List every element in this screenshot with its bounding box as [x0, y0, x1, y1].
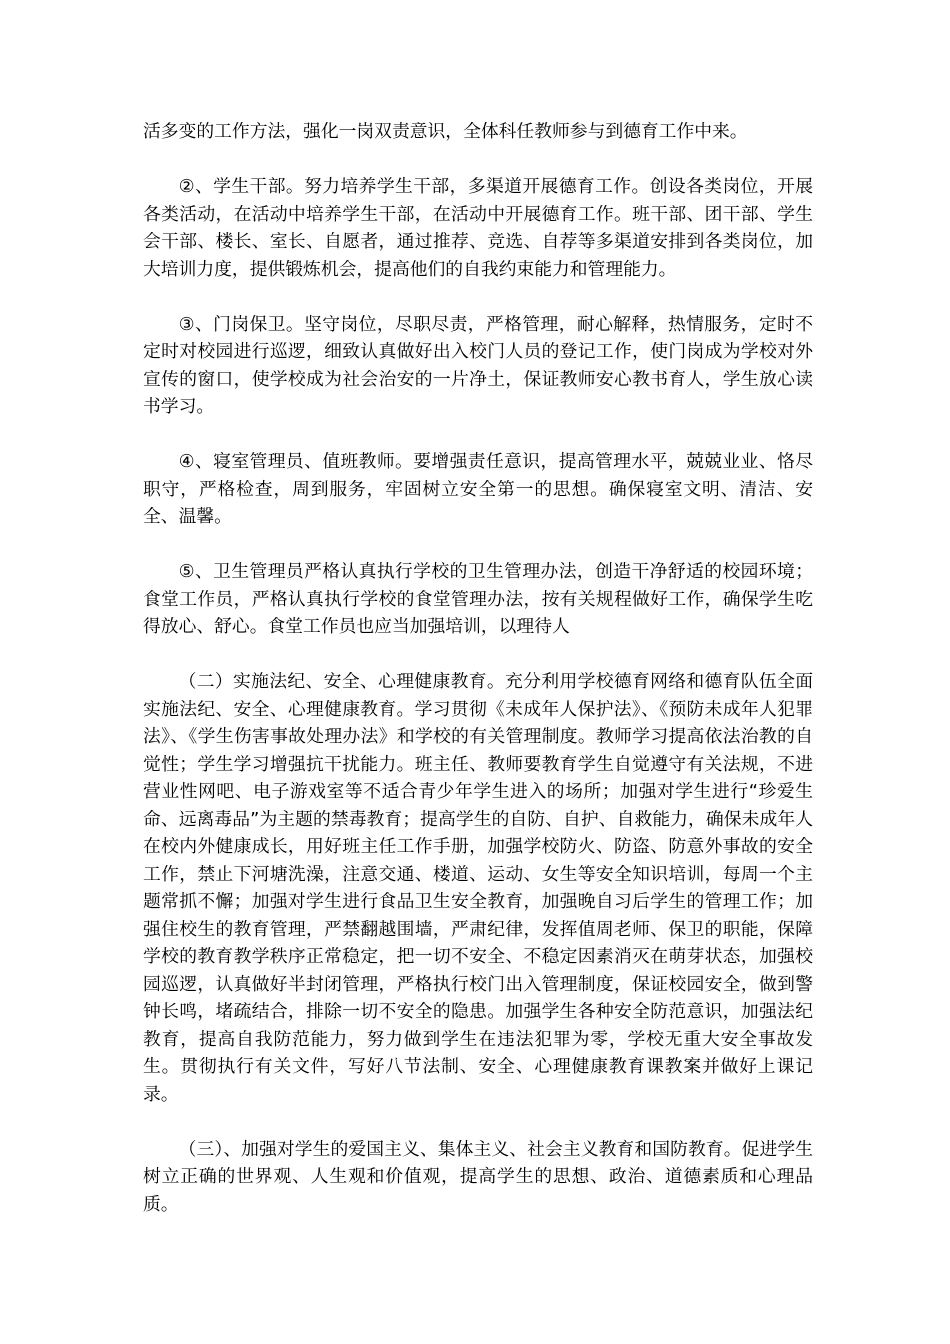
paragraph-sanitation-canteen: ⑤、卫生管理员严格认真执行学校的卫生管理办法，创造干净舒适的校园环境；食堂工作员，严格认真执行学校的食堂管理办法，按有关规程做好工作，确保学生吃得放心、舒心。食堂工作员也应当加强培训，以理待人: [143, 561, 813, 637]
paragraph-section-three: （三）、加强对学生的爱国主义、集体主义、社会主义教育和国防教育。促进学生树立正确的世界观、人生观和价值观，提高学生的思想、政治、道德素质和心理品质。: [143, 1138, 813, 1215]
paragraph-section-two: （二）实施法纪、安全、心理健康教育。充分利用学校德育网络和德育队伍全面实施法纪、安全、心理健康教育。学习贯彻《未成年人保护法》、《预防未成年人犯罪法》、《学生伤害事故处理办法》和学校的有关管理制度。教师学习提高依法治教的自觉性；学生学习增强抗干扰能力。班主任、教师要教育学生自觉遵守有关法规，不进营业性网吧、电子游戏室等不适合青少年学生进入的场所；加强对学生进行“珍爱生命、远离毒品”为主题的禁毒教育；提高学生的自防、自护、自救能力，确保未成年人在校内外健康成长，用好班主任工作手册，加强学校防火、防盗、防意外事故的安全工作，禁止下河塘洗澡，注意交通、楼道、运动、女生等安全知识培训，每周一个主题常抓不懈；加强对学生进行食品卫生安全教育，加强晚自习后学生的管理工作；加强住校生的教育管理，严禁翻越围墙，严肃纪律，发挥值周老师、保卫的职能，保障学校的教育教学秩序正常稳定，把一切不安全、不稳定因素消灭在萌芽状态，加强校园巡逻，认真做好半封闭管理，严格执行校门出入管理制度，保证校园安全，做到警钟长鸣，堵疏结合，排除一切不安全的隐患。加强学生各种安全防范意识，加强法纪教育，提高自我防范能力，努力做到学生在违法犯罪为零，学校无重大安全事故发生。贯彻执行有关文件，写好八节法制、安全、心理健康教育课教案并做好上课记录。: [143, 671, 813, 1105]
document-page: [143, 118, 813, 1246]
paragraph-continuation: 活多变的工作方法，强化一岗双责意识，全体科任教师参与到德育工作中来。: [143, 121, 748, 142]
paragraph-gate-security: ③、门岗保卫。坚守岗位，尽职尽责，严格管理，耐心解释，热情服务，定时不定时对校园进行巡逻，细致认真做好出入校门人员的登记工作，使门岗成为学校对外宣传的窗口，使学校成为社会治安的一片净土，保证教师安心教书育人，学生放心读书学习。: [143, 313, 813, 417]
paragraph-dormitory-managers: ④、寝室管理员、值班教师。要增强责任意识，提高管理水平，兢兢业业、恪尽职守，严格检查，周到服务，牢固树立安全第一的思想。确保寝室文明、清洁、安全、温馨。: [143, 451, 813, 527]
paragraph-student-cadres: ②、学生干部。努力培养学生干部，多渠道开展德育工作。创设各类岗位，开展各类活动，在活动中培养学生干部，在活动中开展德育工作。班干部、团干部、学生会干部、楼长、室长、自愿者，通过推荐、竞选、自荐等多渠道安排到各类岗位，加大培训力度，提供锻炼机会，提高他们的自我约束能力和管理能力。: [143, 176, 813, 280]
